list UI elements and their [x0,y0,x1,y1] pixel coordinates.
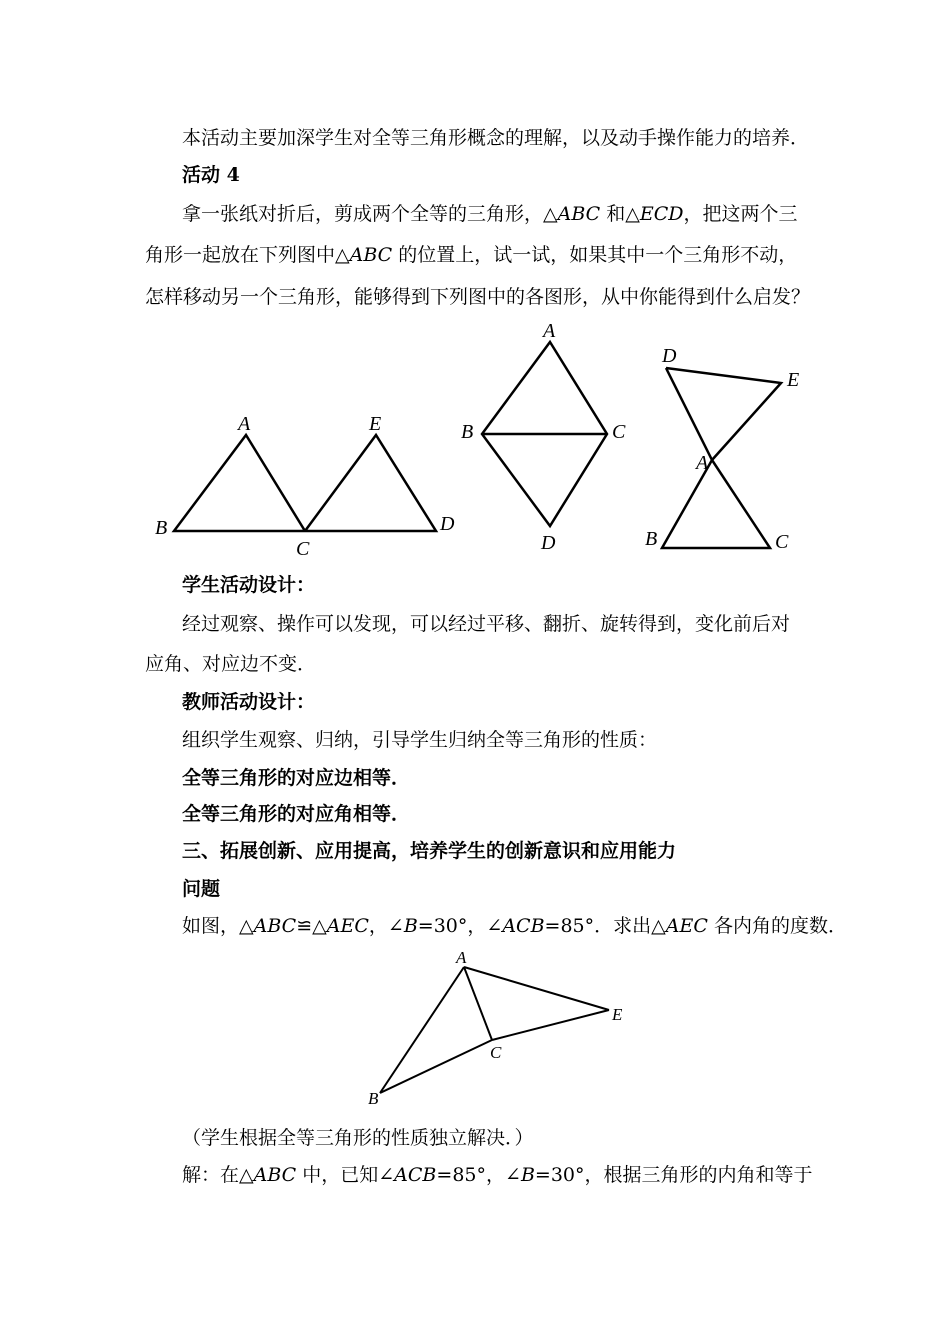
fig3-label-b: B [645,528,658,550]
property-sides-equal: 全等三角形的对应边相等． [182,767,411,789]
fig4-label-c: C [490,1043,502,1062]
fig1-label-c: C [296,538,310,560]
fig3-label-d: D [662,345,677,367]
activity4-line-3: 怎样移动另一个三角形，能够得到下列图中的各图形，从中你能得到什么启发？ [145,286,811,308]
problem-statement: 如图，△ABC≌△AEC，∠B=30°，∠ACB=85°．求出△AEC 各内角的度数． [182,915,847,937]
fig1-label-b: B [155,517,168,539]
fig4-side-ac [464,967,492,1040]
property-angles-equal: 全等三角形的对应角相等． [182,803,411,825]
heading-section-3: 三、拓展创新、应用提高，培养学生的创新意识和应用能力 [182,840,677,862]
fig4-side-ce [492,1010,609,1040]
heading-activity-4: 活动 4 [182,164,240,186]
fig4-label-e: E [612,1005,623,1024]
solution-line-1: 解：在△ABC 中，已知∠ACB=85°，∠B=30°，根据三角形的内角和等于 [182,1164,813,1186]
fig2-label-d: D [541,532,556,554]
fig3-label-a: A [696,452,709,474]
fig2-label-b: B [461,421,474,443]
fig3-label-e: E [787,369,800,391]
student-note: （学生根据全等三角形的性质独立解决．） [182,1127,534,1149]
fig1-label-d: D [440,513,455,535]
fig3-label-c: C [775,531,789,553]
fig1-label-a: A [238,413,251,435]
activity4-line-1: 拿一张纸对折后，剪成两个全等的三角形，△ABC 和△ECD，把这两个三 [182,203,798,225]
fig1-label-e: E [369,413,382,435]
activity4-line-2: 角形一起放在下列图中△ABC 的位置上，试一试，如果其中一个三角形不动， [145,244,798,266]
student-line-2: 应角、对应边不变． [145,653,317,675]
heading-problem: 问题 [182,878,221,900]
heading-teacher-activity: 教师活动设计： [182,691,316,713]
student-line-1: 经过观察、操作可以发现，可以经过平移、翻折、旋转得到，变化前后对 [182,613,791,635]
fig4-label-a: A [456,948,467,967]
teacher-line-1: 组织学生观察、归纳，引导学生归纳全等三角形的性质： [182,729,658,751]
fig2-label-c: C [612,421,626,443]
fig4-side-ae [464,967,609,1010]
paragraph-activity-purpose: 本活动主要加深学生对全等三角形概念的理解，以及动手操作能力的培养． [182,127,810,149]
fig4-label-b: B [368,1089,379,1108]
fig2-label-a: A [543,320,556,342]
heading-student-activity: 学生活动设计： [182,574,316,596]
